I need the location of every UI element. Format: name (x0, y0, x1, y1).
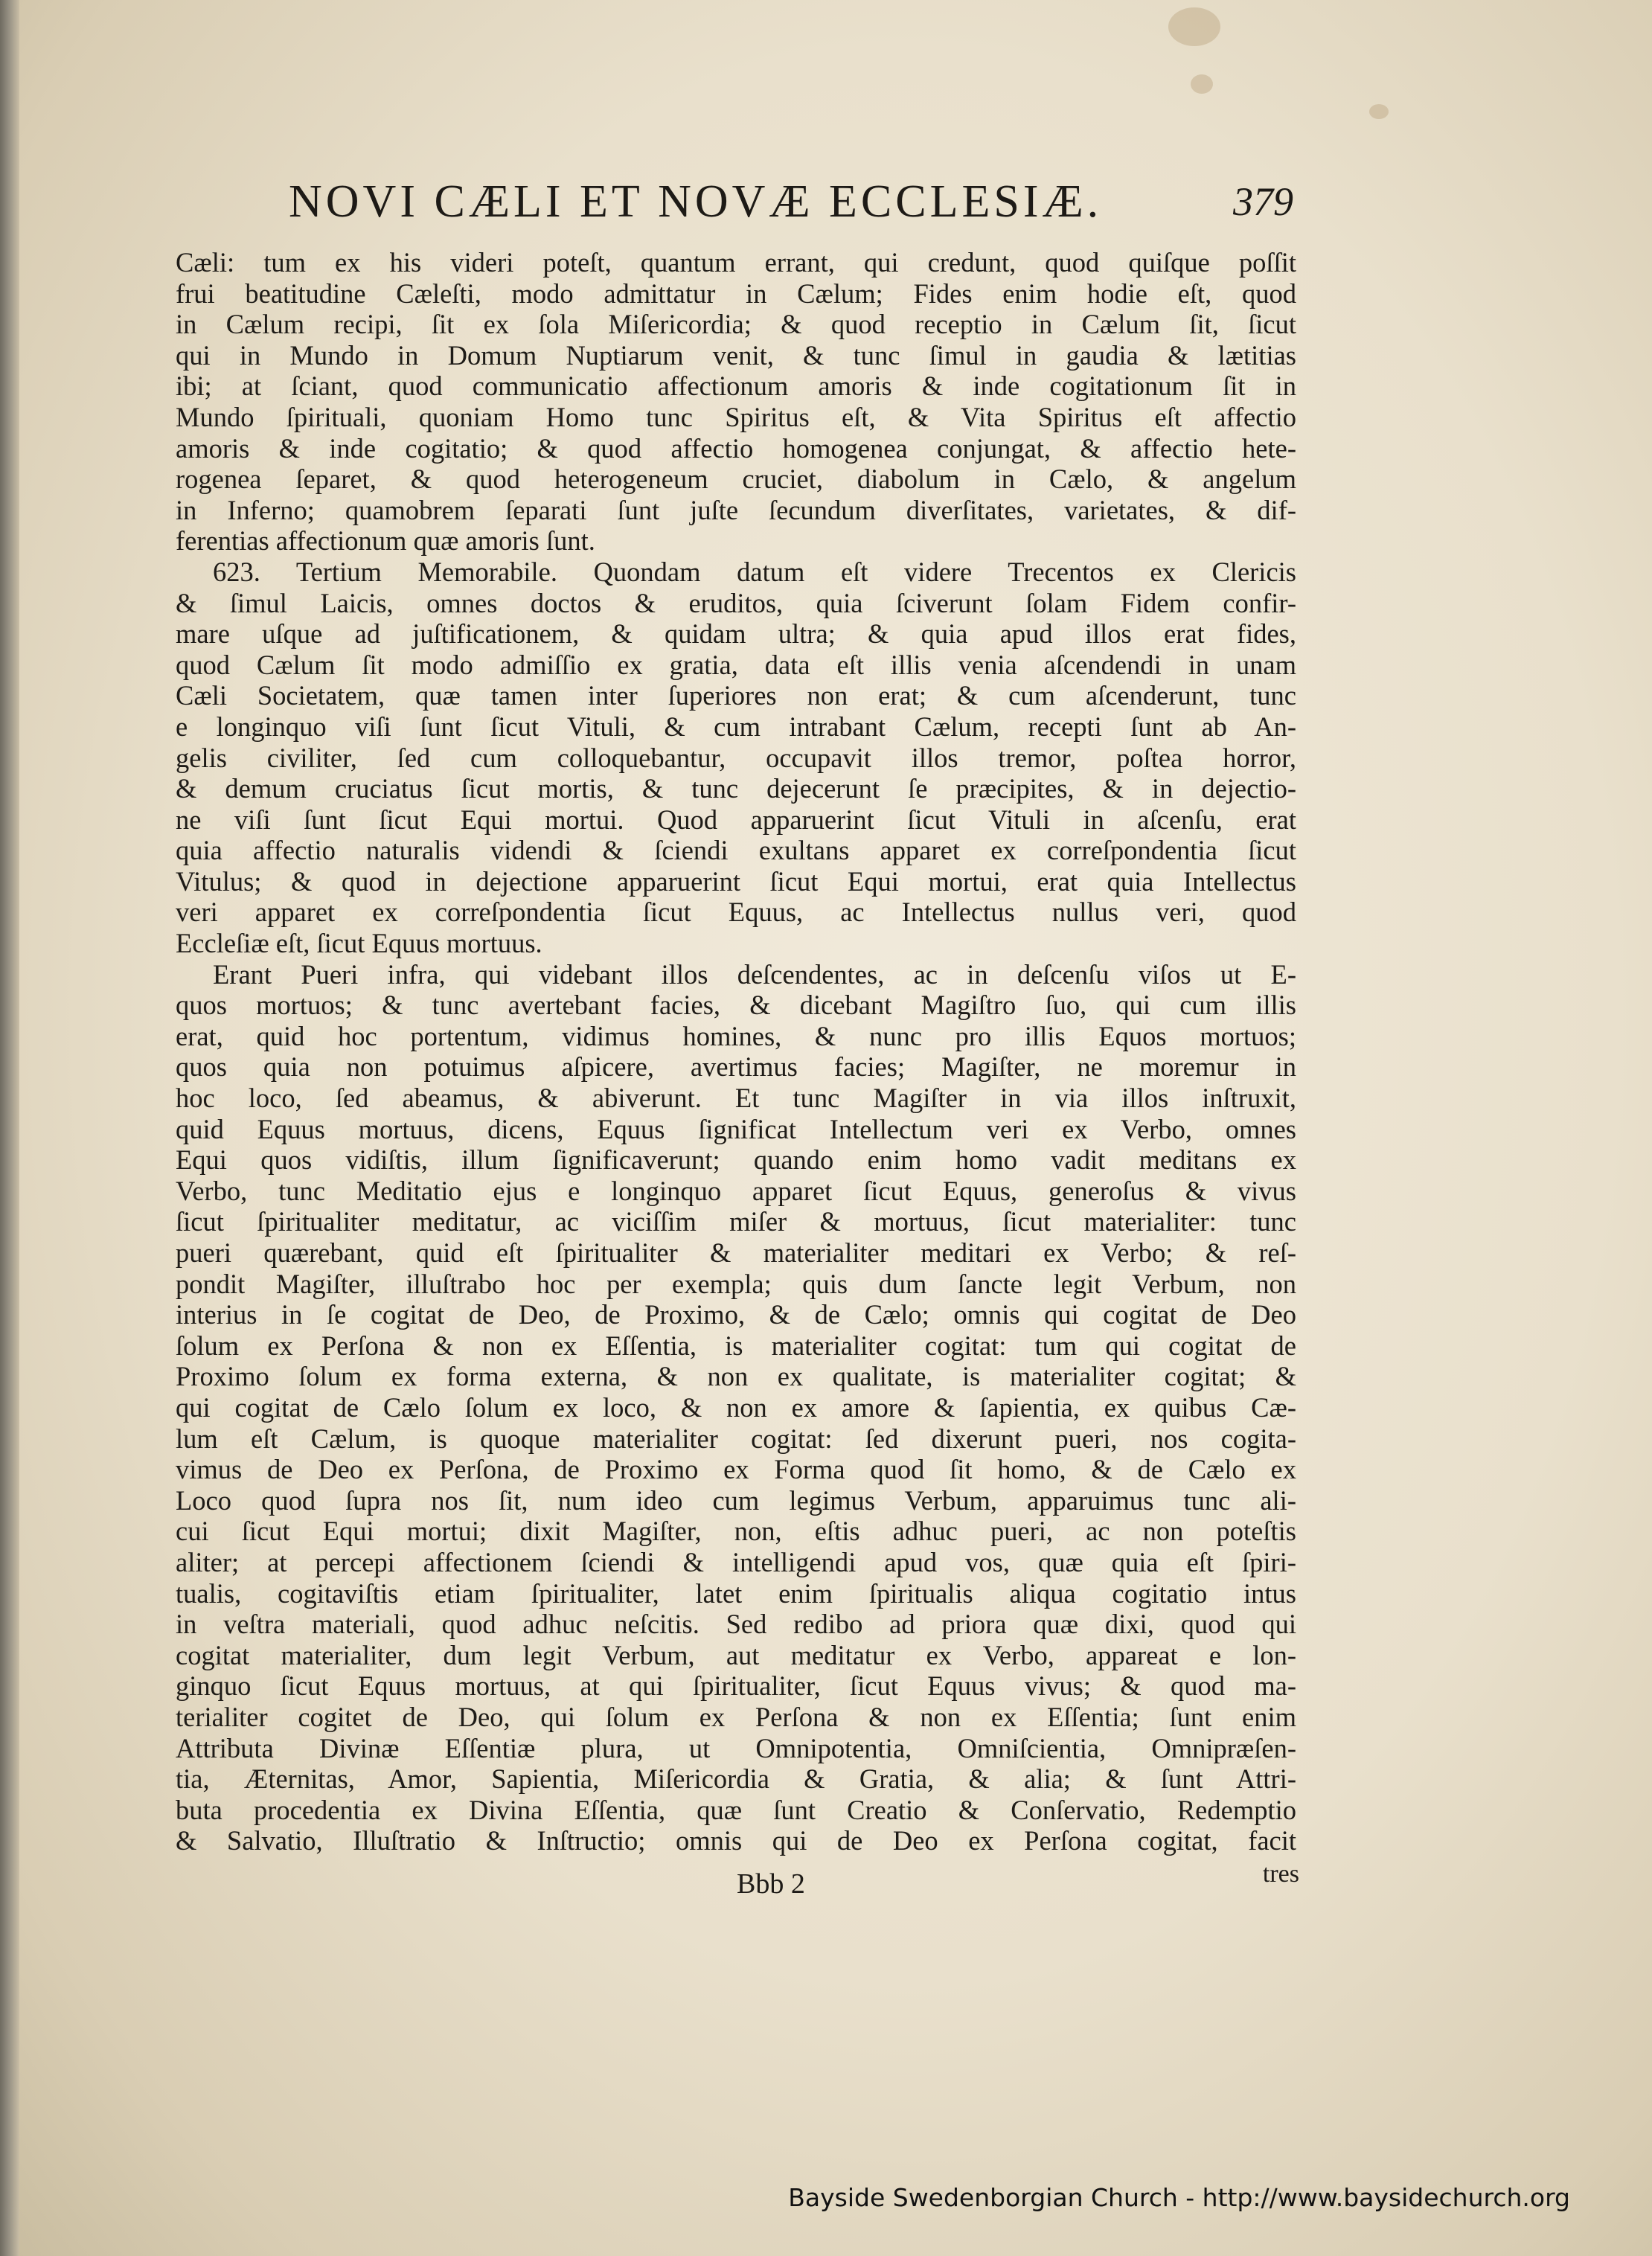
text-line: ſolum ex Perſona & non ex Eſſentia, is materialiter cogitat: tum qui cogitat de (176, 1330, 1296, 1361)
text-line: aliter; at percepi affectionem ſciendi & intelligendi apud vos, quæ quia eſt ſpiri- (176, 1546, 1296, 1577)
text-line: tualis, cogitaviſtis etiam ſpiritualiter, latet enim ſpiritualis aliqua cogitatio intus (176, 1577, 1296, 1609)
text-line: cogitat materialiter, dum legit Verbum, aut meditatur ex Verbo, appareat e lon- (176, 1639, 1296, 1670)
text-line: quod Cælum ſit modo admiſſio ex gratia, data eſt illis venia aſcendendi in unam (176, 649, 1296, 680)
text-line: Vitulus; & quod in dejectione apparuerint ſicut Equi mortui, erat quia Intellectus (176, 865, 1296, 897)
catchword: tres (1262, 1860, 1299, 1888)
text-line: Erant Pueri infra, qui videbant illos deſcendentes, ac in deſcenſu viſos ut E- (213, 958, 1296, 990)
text-line: & demum cruciatus ſicut mortis, & tunc dejecerunt ſe præcipites, & in dejectio- (176, 773, 1296, 804)
paper-stain (1369, 104, 1389, 119)
text-line: ferentias affectionum quæ amoris ſunt. (176, 525, 595, 557)
text-line: Attributa Divinæ Eſſentiæ plura, ut Omnipotentia, Omniſcientia, Omnipræſen- (176, 1732, 1296, 1763)
text-line: hoc loco, ſed abeamus, & abiverunt. Et tunc Magiſter in via illos inſtruxit, (176, 1083, 1296, 1114)
text-line: in veſtra materiali, quod adhuc neſcitis. Sed redibo ad priora quæ dixi, quod qui (176, 1609, 1296, 1640)
signature-mark: Bbb 2 (737, 1868, 805, 1900)
text-line: frui beatitudine Cæleſti, modo admittatur in Cælum; Fides enim hodie eſt, quod (176, 278, 1296, 309)
paper-stain (1191, 74, 1213, 94)
text-line: Cæli Societatem, quæ tamen inter ſuperiores non erat; & cum aſcenderunt, tunc (176, 680, 1296, 711)
text-line: mare uſque ad juſtificationem, & quidam ultra; & quia apud illos erat fides, (176, 618, 1296, 650)
text-line: rogenea ſeparet, & quod heterogeneum cruciet, diabolum in Cælo, & angelum (176, 464, 1296, 495)
text-line: buta procedentia ex Divina Eſſentia, quæ ſunt Creatio & Conſervatio, Redemptio (176, 1794, 1296, 1825)
page-header (289, 176, 1293, 243)
text-line: ſicut ſpiritualiter meditatur, ac viciſſim miſer & mortuus, ſicut materialiter: tunc (176, 1206, 1296, 1237)
text-line: quos quia non potuimus aſpicere, avertimus facies; Magiſter, ne moremur in (176, 1051, 1296, 1083)
text-line: vimus de Deo ex Perſona, de Proximo ex Forma quod ſit homo, & de Cælo ex (176, 1454, 1296, 1485)
paper-stain (1168, 7, 1220, 46)
text-line: quia affectio naturalis videndi & ſciendi exultans apparet ex correſpondentia ſicut (176, 835, 1296, 866)
text-line: interius in ſe cogitat de Deo, de Proximo, & de Cælo; omnis qui cogitat de Deo (176, 1299, 1296, 1330)
text-line: quos mortuos; & tunc avertebant facies, & dicebant Magiſtro ſuo, qui cum illis (176, 990, 1296, 1021)
text-line: erat, quid hoc portentum, vidimus homines, & nunc pro illis Equos mortuos; (176, 1020, 1296, 1051)
text-line: lum eſt Cælum, is quoque materialiter cogitat: ſed dixerunt pueri, nos cogita- (176, 1423, 1296, 1454)
text-line: cui ſicut Equi mortui; dixit Magiſter, non, eſtis adhuc pueri, ac non poteſtis (176, 1516, 1296, 1547)
text-line: in Cælum recipi, ſit ex ſola Miſericordia; & quod receptio in Cælum ſit, ſicut (176, 309, 1296, 340)
text-line: qui in Mundo in Domum Nuptiarum venit, & tunc ſimul in gaudia & lætitias (176, 339, 1296, 371)
text-line: & ſimul Laicis, omnes doctos & eruditos, quia ſciverunt ſolam Fidem confir- (176, 587, 1296, 618)
text-line: gelis civiliter, ſed cum colloquebantur, occupavit illos tremor, poſtea horror, (176, 742, 1296, 773)
text-line: ginquo ſicut Equus mortuus, at qui ſpiritualiter, ſicut Equus vivus; & quod ma- (176, 1670, 1296, 1702)
text-line: Loco quod ſupra nos ſit, num ideo cum legimus Verbum, apparuimus tunc ali- (176, 1484, 1296, 1516)
text-line: ne viſi ſunt ſicut Equi mortui. Quod apparuerint ſicut Vituli in aſcenſu, erat (176, 804, 1296, 835)
text-line: Eccleſiæ eſt, ſicut Equus mortuus. (176, 928, 542, 959)
text-line: tia, Æternitas, Amor, Sapientia, Miſericordia & Gratia, & alia; & ſunt Attri- (176, 1763, 1296, 1795)
running-title: NOVI CÆLI ET NOVÆ ECCLESIÆ. (289, 176, 1103, 227)
text-line: quid Equus mortuus, dicens, Equus ſignificat Intellectum veri ex Verbo, omnes (176, 1113, 1296, 1144)
text-line (176, 1856, 1296, 1888)
book-binding-edge (0, 0, 19, 2256)
text-line: e longinquo viſi ſunt ſicut Vituli, & cum intrabant Cælum, recepti ſunt ab An- (176, 711, 1296, 742)
text-line: ibi; at ſciant, quod communicatio affectionum amoris & inde cogitationum ſit in (176, 371, 1296, 402)
text-line: & Salvatio, Illuſtratio & Inſtructio; omnis qui de Deo ex Perſona cogitat, facit (176, 1825, 1296, 1856)
text-line: Mundo ſpirituali, quoniam Homo tunc Spiritus eſt, & Vita Spiritus eſt affectio (176, 401, 1296, 432)
text-line: terialiter cogitet de Deo, qui ſolum ex Perſona & non ex Eſſentia; ſunt enim (176, 1701, 1296, 1732)
text-line: amoris & inde cogitatio; & quod affectio homogenea conjungat, & affectio hete- (176, 432, 1296, 464)
text-line: pueri quærebant, quid eſt ſpiritualiter & materialiter meditari ex Verbo; & reſ- (176, 1237, 1296, 1268)
text-line: veri apparet ex correſpondentia ſicut Equus, ac Intellectus nullus veri, quod (176, 897, 1296, 928)
text-line: Cæli: tum ex his videri poteſt, quantum errant, qui credunt, quod quiſque poſſit (176, 247, 1296, 278)
text-line: Equi quos vidiſtis, illum ſignificaverunt; quando enim homo vadit meditans ex (176, 1144, 1296, 1176)
text-line: Verbo, tunc Meditatio ejus e longinquo apparet ſicut Equus, generoſus & vivus (176, 1175, 1296, 1206)
text-line: pondit Magiſter, illuſtrabo hoc per exempla; quis dum ſancte legit Verbum, non (176, 1268, 1296, 1299)
body-text (176, 247, 1296, 1887)
page-number: 379 (1233, 179, 1293, 224)
text-line: qui cogitat de Cælo ſolum ex loco, & non ex amore & ſapientia, ex quibus Cæ- (176, 1391, 1296, 1423)
credit-watermark: Bayside Swedenborgian Church - http://www.baysidechurch.org (788, 2183, 1570, 2212)
text-line: 623. Tertium Memorabile. Quondam datum eſt videre Trecentos ex Clericis (213, 556, 1296, 587)
text-line: Proximo ſolum ex forma externa, & non ex qualitate, is materialiter cogitat; & (176, 1361, 1296, 1392)
text-line: in Inferno; quamobrem ſeparati ſunt juſte ſecundum diverſitates, varietates, & dif- (176, 494, 1296, 525)
